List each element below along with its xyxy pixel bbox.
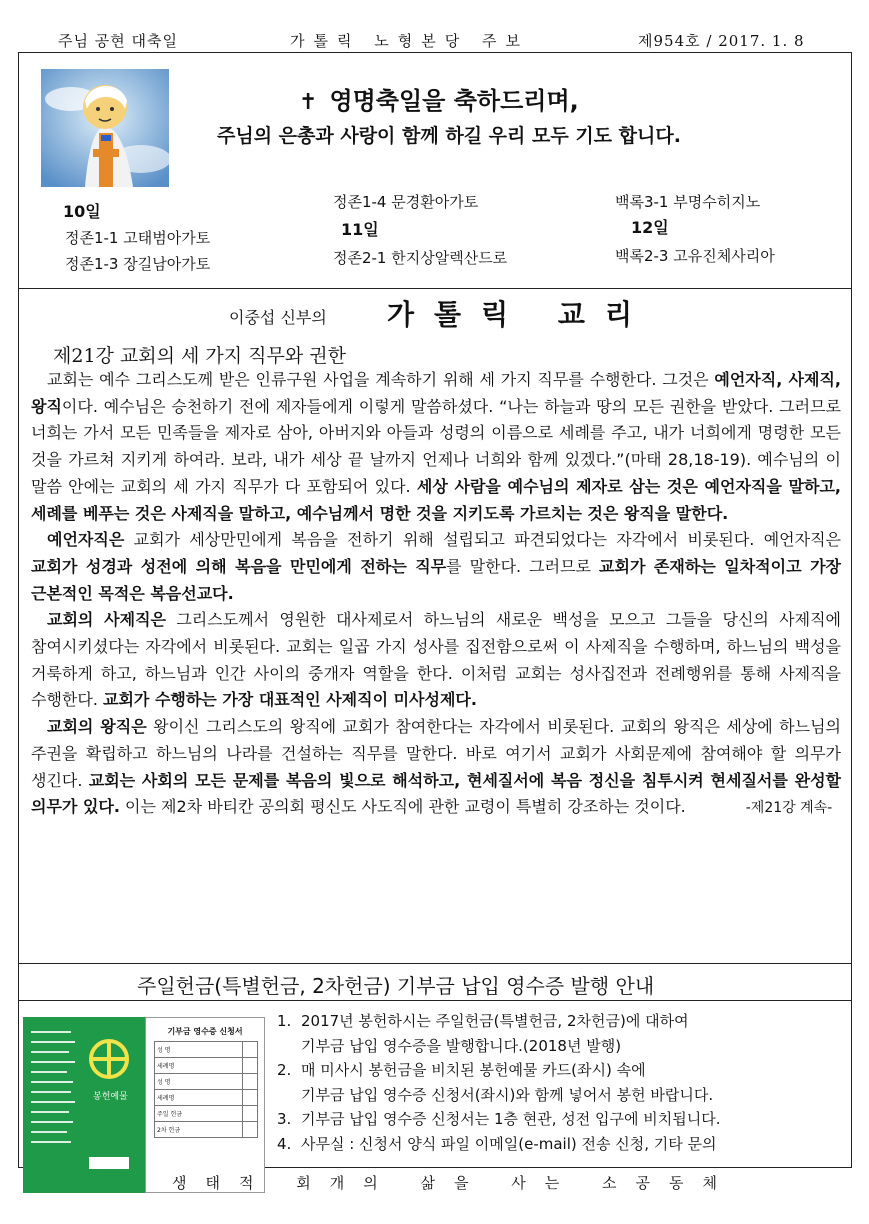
form-cell: 주일 헌금 — [155, 1106, 243, 1122]
feast-day-12: 12일 — [631, 218, 669, 237]
receipt-header — [19, 963, 851, 1001]
form-table — [154, 1041, 258, 1138]
doctrine-header — [19, 291, 851, 331]
bulletin-header — [18, 24, 852, 52]
form-cell: 성 명 — [155, 1042, 243, 1058]
receipt-instructions — [277, 1009, 847, 1156]
paragraph: 교회의 왕직은 왕이신 그리스도의 왕직에 교회가 참여한다는 자각에서 비롯된다. 교회의 왕직은 세상에 하느님의 주권을 확립하고 하느님의 나라를 건설하는 직무를 말한다. 바로 여기서 교회가 사회문제에 참여해야 할 의무가 생긴다. 교회는 사회의 모든 문제를 복음의 빛으로 해석하고, 현세질서에 복음 정신을 침투시켜 현세질서를 완성할 의무가 있다. 이는 제2차 바티칸 공의회 평신도 사도직에 관한 교령이 특별히 강조하는 것이다. -제21강 계속- — [31, 717, 841, 817]
feast-title: ✝ 영명축일을 축하드리며, — [299, 87, 579, 115]
feast-name: 주님 공현 대축일 — [58, 32, 178, 50]
offering-card-image — [23, 1017, 145, 1193]
form-cell: 세례명 — [155, 1058, 243, 1074]
form-cell: 성 명 — [155, 1074, 243, 1090]
bulletin-name: 가톨릭 노형본당 주보 — [290, 32, 529, 50]
feast-subtitle: 주님의 은총과 사랑이 함께 하길 우리 모두 기도 합니다. — [217, 125, 681, 147]
receipt-form-image — [145, 1017, 265, 1193]
feast-name-item: 정존2-1 한지상알렉산드로 — [333, 249, 508, 267]
instruction-item: 1. 2017년 봉헌하시는 주일헌금(특별헌금, 2차헌금)에 대하여 — [277, 1012, 689, 1030]
cross-icon: ✝ — [299, 90, 318, 115]
continued-note: -제21강 계속- — [745, 800, 833, 817]
instruction-item-cont: 기부금 납입 영수증을 발행합니다.(2018년 발행) — [301, 1036, 622, 1055]
feast-name-item: 정존1-4 문경환아가토 — [333, 193, 479, 211]
feast-name-item: 정존1-3 장길남아가토 — [65, 255, 211, 273]
bulletin-frame — [18, 52, 852, 1168]
form-cell: 2차 헌금 — [155, 1122, 243, 1138]
feast-day-11: 11일 — [341, 220, 379, 239]
paragraph: 예언자직은 교회가 세상만민에게 복음을 전하기 위해 설립되고 파견되었다는 자각에서 비롯된다. 예언자직은 교회가 성경과 성전에 의해 복음을 만민에게 전하는 직무를 말한다. 그러므로 교회가 존재하는 일차적이고 가장 근본적인 목적은 복음선교다. — [31, 530, 841, 603]
issue-number: 제954호 / 2017. 1. 8 — [638, 32, 805, 50]
doctrine-title: 가톨릭 교리 — [387, 298, 652, 331]
doctrine-body — [31, 367, 841, 822]
offering-card-label: 봉헌예물 — [93, 1092, 128, 1102]
form-title: 기부금 영수증 신청서 — [167, 1027, 243, 1036]
instruction-item: 2. 매 미사시 봉헌금을 비치된 봉헌예물 카드(좌시) 속에 — [277, 1061, 646, 1079]
instruction-item: 3. 기부금 납입 영수증 신청서는 1층 현관, 성전 입구에 비치됩니다. — [277, 1110, 721, 1128]
lecture-title: 제21강 교회의 세 가지 직무와 권한 — [53, 345, 346, 367]
instruction-item: 4. 사무실 : 신청서 양식 파일 이메일(e-mail) 전송 신청, 기타 문의 — [277, 1134, 717, 1153]
paragraph: 교회의 사제직은 그리스도께서 영원한 대사제로서 하느님의 새로운 백성을 모으고 그들을 당신의 사제직에 참여시키셨다는 자각에서 비롯된다. 교회는 일곱 가지 성사를 집전함으로써 이 사제직을 수행하며, 하느님의 백성을 거룩하게 하고, 하느님과 인간 사이의 중개자 역할을 한다. 이처럼 교회는 성사집전과 전례행위를 통해 사제직을 수행한다. 교회가 수행하는 가장 대표적인 사제직이 미사성제다. — [31, 610, 842, 710]
footer-motto: 생태적 회개의 삶을 사는 소공동체 — [172, 1174, 736, 1192]
feast-section — [19, 53, 851, 289]
receipt-title: 주일헌금(특별헌금, 2차헌금) 기부금 납입 영수증 발행 안내 — [137, 974, 655, 998]
feast-day-10: 10일 — [63, 202, 101, 221]
feast-name-item: 백록3-1 부명수히지노 — [615, 193, 761, 211]
paragraph: 교회는 예수 그리스도께 받은 인류구원 사업을 계속하기 위해 세 가지 직무를 수행한다. 그것은 예언자직, 사제직, 왕직이다. 예수님은 승천하기 전에 제자들에게 이렇게 말씀하셨다. “나는 하늘과 땅의 모든 권한을 받았다. 그러므로 너희는 가서 모든 민족들을 제자로 삼아, 아버지와 아들과 성령의 이름으로 세례를 주고, 내가 너희에게 명령한 모든 것을 가르쳐 지키게 하여라. 보라, 내가 세상 끝 날까지 언제나 너희와 함께 있겠다.”(마태 28,18-19). 예수님의 이 말씀 안에는 교회의 세 가지 직무가 다 포함되어 있다. 세상 사람을 예수님의 제자로 삼는 것은 예언자직을 말하고, 세례를 베푸는 것은 사제직을 말하고, 예수님께서 명한 것을 지키도록 가르치는 것은 왕직을 말한다. — [31, 370, 842, 523]
doctrine-author: 이중섭 신부의 — [229, 308, 327, 327]
instruction-item-cont: 기부금 납입 영수증 신청서(좌시)와 함께 넣어서 봉헌 바랍니다. — [301, 1085, 714, 1104]
feast-photo — [41, 69, 169, 187]
feast-name-item: 정존1-1 고태범아가토 — [65, 229, 211, 247]
form-cell: 세례명 — [155, 1090, 243, 1106]
feast-name-item: 백록2-3 고유진체사리아 — [615, 247, 775, 265]
